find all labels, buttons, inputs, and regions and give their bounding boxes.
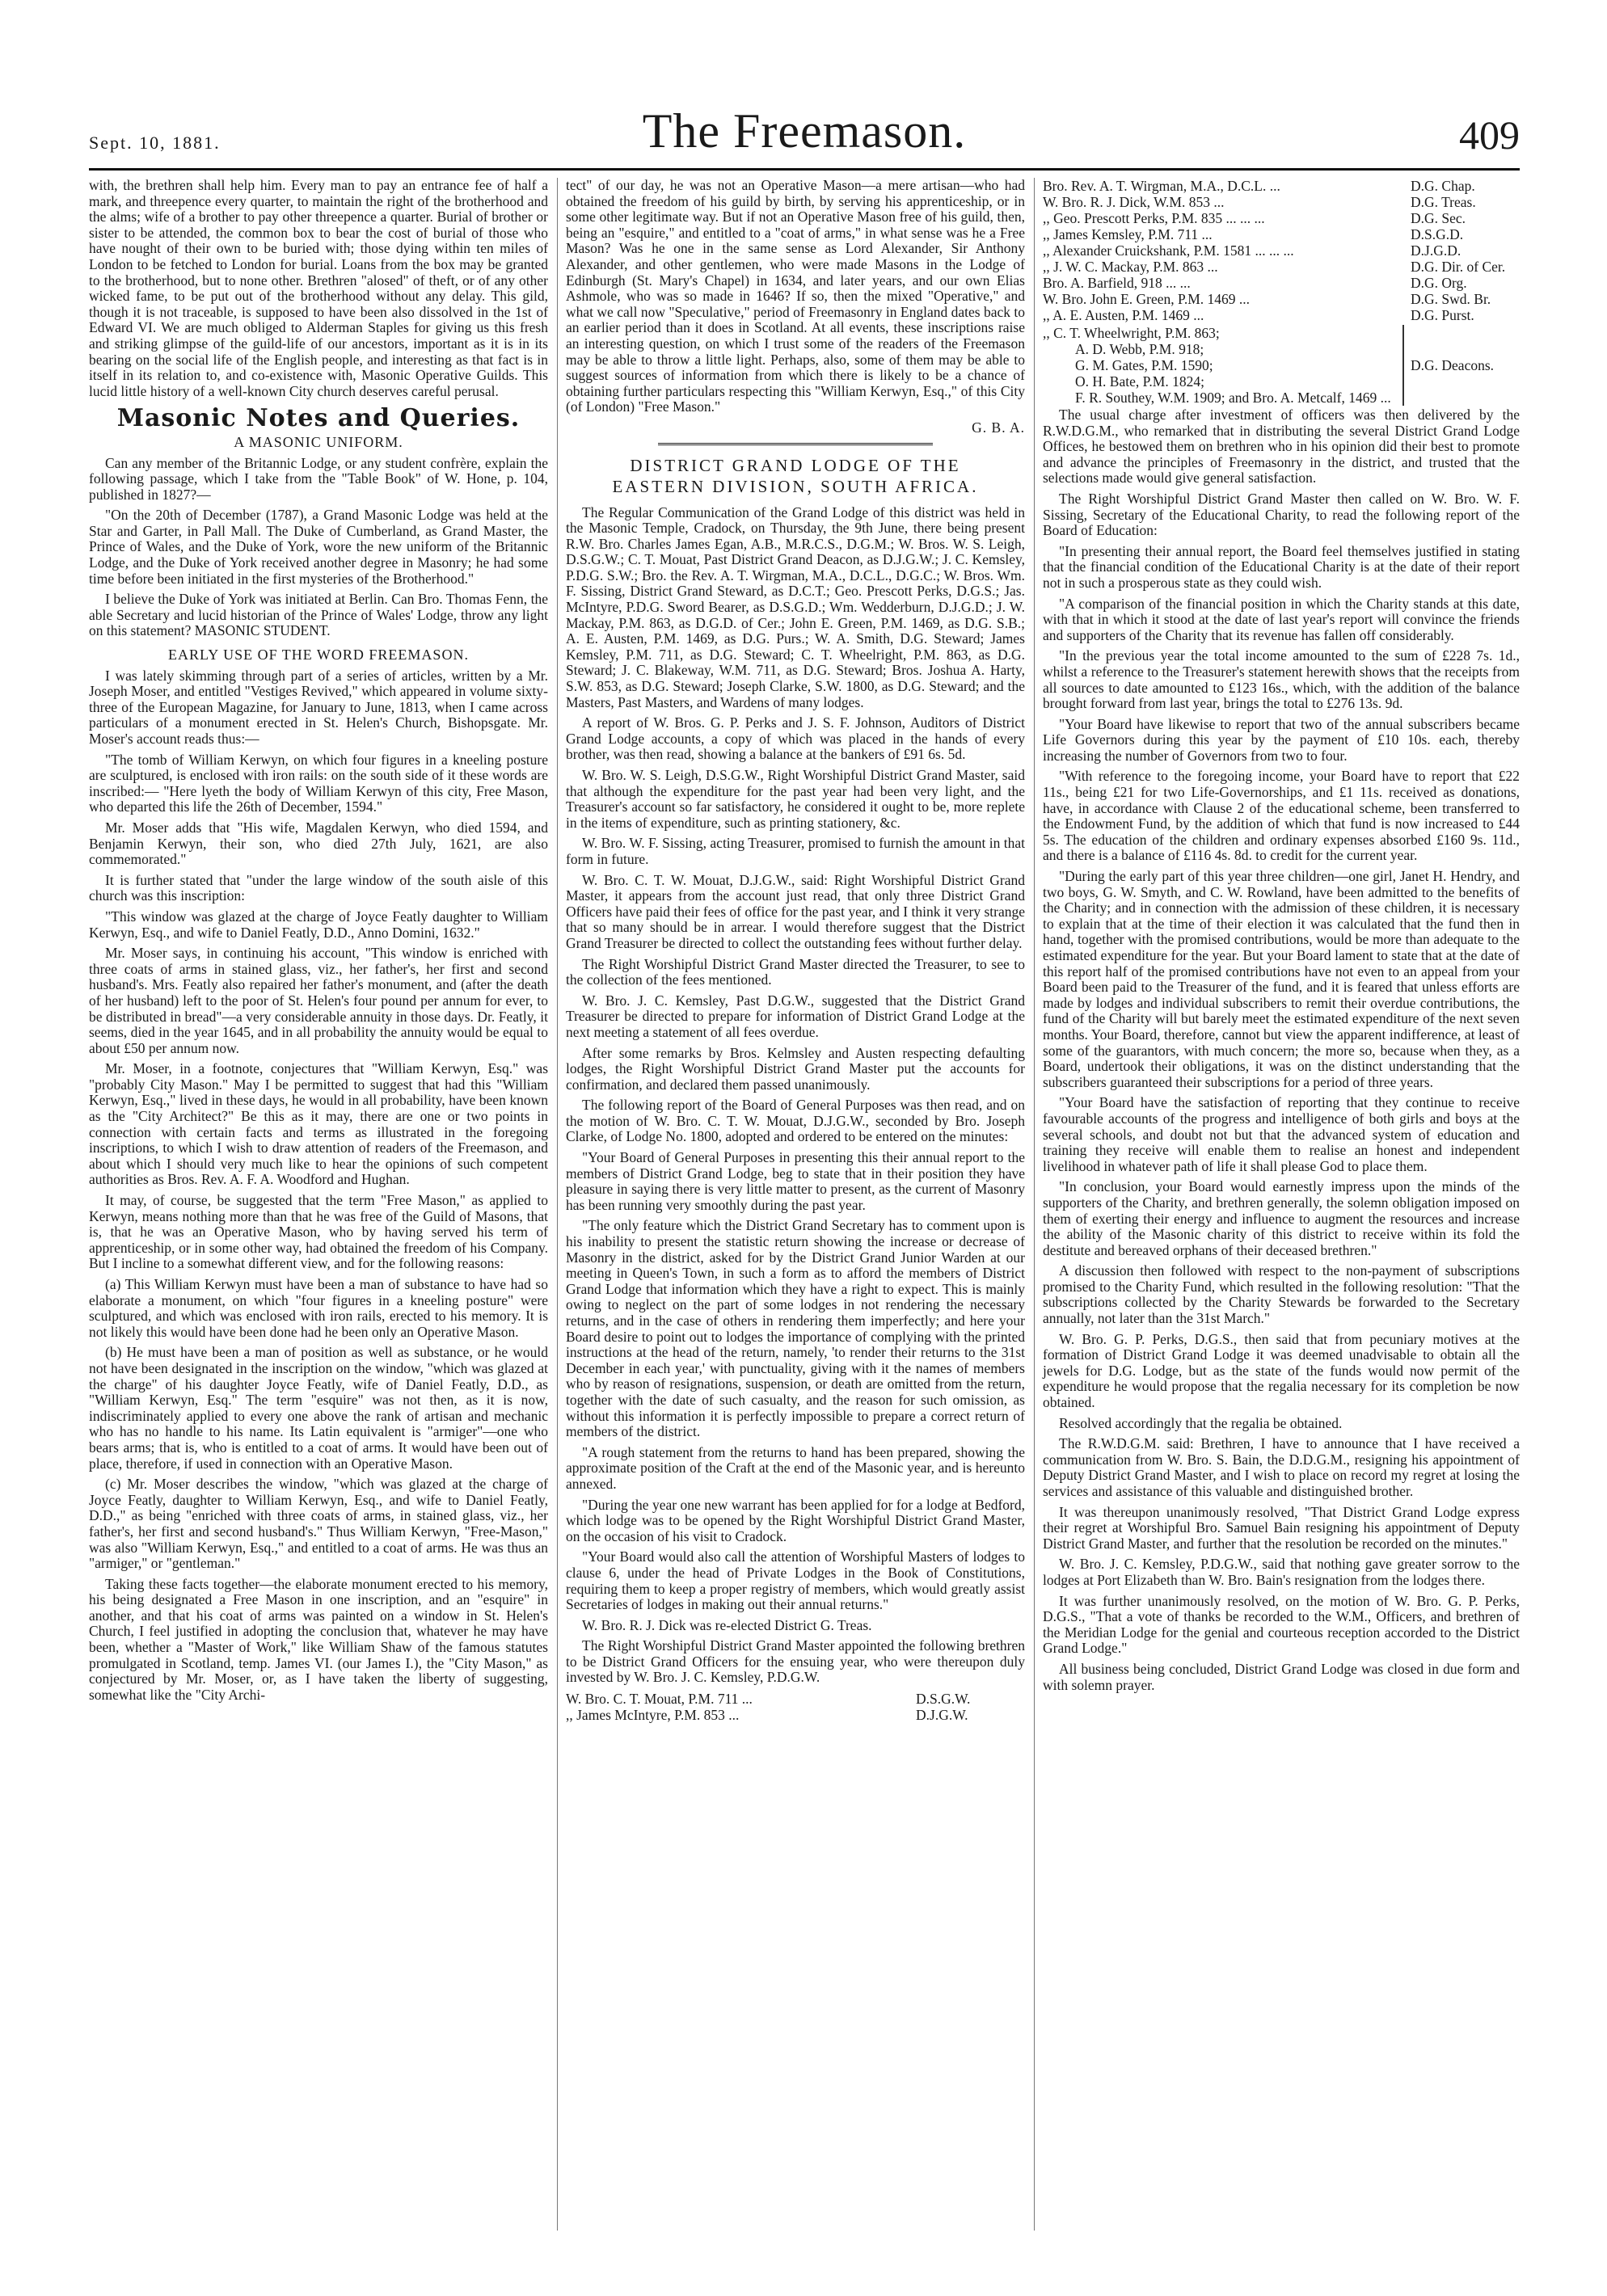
article-paragraph: "The tomb of William Kerwyn, on which four figures in a kneeling posture are sculptured, is enclosed with iron rails: on the south side of it these words are inscribed:— "Here lyeth the body of William Kerwyn of this city, Free Mason, who departed this life the 26th of December, 1594.": [89, 751, 548, 815]
officer-office: D.J.G.D.: [1411, 242, 1461, 259]
deacon-name: ,, C. T. Wheelwright, P.M. 863;: [1043, 325, 1220, 341]
article-paragraph: Mr. Moser, in a footnote, conjectures that "William Kerwyn, Esq." was "probably City Mason." May I be permitted to suggest that had this "William Kerwyn, Esq.," lived in these days, he would in all probability, have been known as the "City Architect?" Be this as it may, there are one or two points in connection with certain facts and terms as illustrated in the foregoing inscriptions, to which I wish to draw attention of readers of the Freemason, and about which I should very much like to hear the opinions of such competent authorities as Bros. Rev. A. F. A. Woodford and Hughan.: [89, 1060, 548, 1188]
officer-name: ,, James Kemsley, P.M. 711 ...: [1043, 226, 1213, 242]
article-paragraph: "On the 20th of December (1787), a Grand Masonic Lodge was held at the Star and Garter, in Pall Mall. The Duke of Cumberland, as Grand Master, the Prince of Wales, and the Duke of York, wore the new uniform of the Britannic Lodge, and the Duke of York received another degree in Masonry; he had some time before been initiated in the first mysteries of the Brotherhood.": [89, 507, 548, 587]
article-paragraph: Can any member of the Britannic Lodge, or any student confrère, explain the following passage, which I take from the "Table Book" of W. Hone, p. 104, published in 1827?—: [89, 454, 548, 503]
column-divider: [557, 178, 558, 2231]
article-paragraph: "Your Board would also call the attention of Worshipful Masters of lodges to clause 6, under the head of Private Lodges in the Book of Constitutions, requiring them to keep a proper registry of members, which would greatly assist Secretaries of lodges in making out their annual returns.": [566, 1548, 1025, 1613]
officer-name: ,, A. E. Austen, P.M. 1469 ...: [1043, 307, 1204, 323]
article-paragraph: tect" of our day, he was not an Operative Mason—a mere artisan—who had obtained the freedom of his guild by birth, by serving his apprenticeship, or in some other legitimate way. But if not an Operative Mason free of his guild, then, being an "esquire," and entitled to a "coat of arms," in what sense was he a Free Mason? Was he one in the same sense as Lord Alexander, Sir Anthony Alexander, and other gentlemen, who were made Masons in the Lodge of Edinburgh (St. Mary's Chapel) in 1634, and later years, and our own Elias Ashmole, who was so made in 1646? If so, then the mixed "Operative," and what we call now "Speculative," period of Freemasonry in England dates back to an earlier period than it does in Scotland. At all events, these inscriptions raise an interesting question, on which I trust some of the readers of the Freemason may be able to throw a little light. Perhaps, also, some of them may be able to suggest sources of information from which there is likely to be a chance of obtaining further particulars respecting this "William Kerwyn, Esq.," of this City (of London) "Free Mason.": [566, 177, 1025, 415]
article-paragraph: "During the early part of this year three children—one girl, Janet H. Hendry, and two boys, G. W. Smyth, and C. W. Rowland, have been admitted to the benefits of the Charity; and in connection with the admission of these children, it is necessary to explain that at the time of their election it was calculated that the fund then in hand, together with the promised contributions, would be more than adequate to the estimated expenditure for the year. But your Board lament to state that at the date of this report half of the promised contributions have not even to an appeal from your Board been paid to the Treasurer of the fund, and it is feared that unless efforts are made by lodges and individual subscribers to remit their overdue contributions, the fund of the Charity will but barely meet the estimated expenditure of the next seven months. Your Board, therefore, cannot but view the apparent indifference, at least of some of the guarantors, with much concern; the more so, because when they, as a Board, undertook their obligations, it was on the distinct understanding that the subscribers guaranteed their subscriptions for a period of three years.: [1043, 868, 1520, 1090]
article-paragraph: "This window was glazed at the charge of Joyce Featly daughter to William Kerwyn, Esq., and wife to Daniel Featly, D.D., Anno Domini, 1632.": [89, 908, 548, 941]
article-paragraph: Resolved accordingly that the regalia be obtained.: [1059, 1414, 1343, 1431]
officer-row: [1043, 210, 1520, 226]
issue-date: Sept. 10, 1881.: [89, 133, 221, 153]
officer-name: ,, J. W. C. Mackay, P.M. 863 ...: [1043, 259, 1218, 275]
section-title: Masonic Notes and Queries.: [116, 404, 521, 433]
officer-office: D.S.G.D.: [1411, 226, 1464, 242]
officer-row: [1043, 259, 1520, 275]
masthead-rule: [89, 168, 1520, 171]
page-number: 409: [1459, 112, 1520, 158]
article-paragraph: The Regular Communication of the Grand Lodge of this district was held in the Masonic Temple, Cradock, on Thursday, the 9th June, there being present R.W. Bro. Charles James Egan, A.B., M.R.C.S., D.G.M.; W. Bros. W. S. Leigh, D.S.G.W.; C. T. Mouat, Past District Grand Deacon, as D.J.G.W.; J. C. Kemsley, P.D.G. S.W.; Bro. the Rev. A. T. Wirgman, M.A., D.C.L., D.G.C.; W. Bros. Wm. F. Sissing, District Grand Steward, as D.C.T.; Geo. Prescott Perks, D.G.S.; Jas. McIntyre, P.D.G. Sword Bearer, as D.S.G.D.; Wm. Wedderburn, D.J.G.D.; J. W. Mackay, P.M. 863, as D.G.D. of Cer.; John E. Green, P.M. 1469, as D.G. S.B.; A. E. Austen, P.M. 1469, as D.G. Purs.; W. A. Smith, D.G. Steward; James Kemsley, P.M. 711, as D.G. Steward; C. T. Wheelright, P.M. 863, as D.G. Steward; J. C. Blakeway, W.M. 711, as D.G. Steward; Bros. Joshua A. Harty, S.W. 853, as D.G. Steward; Joseph Clarke, S.W. 1800, as D.G. Steward; and the Masters, Past Masters, and Wardens of many lodges.: [566, 503, 1025, 710]
officer-list: [1043, 178, 1520, 406]
article-paragraph: All business being concluded, District Grand Lodge was closed in due form and with solemn prayer.: [1043, 1660, 1520, 1693]
article-paragraph: "A rough statement from the returns to hand has been prepared, showing the approximate position of the Craft at the end of the Masonic year, and is hereunto annexed.: [566, 1443, 1025, 1492]
officer-row: [566, 1691, 1025, 1707]
officer-name: W. Bro. R. J. Dick, W.M. 853 ...: [1043, 194, 1225, 210]
article-paragraph: W. Bro. C. T. W. Mouat, D.J.G.W., said: Right Worshipful District Grand Master, it appears from the account just read, that only three District Grand Officers have paid their fees of office for the past year, and I think it very strange that so many should be in arrear. I would therefore suggest that the District Grand Treasurer be directed to collect the outstanding fees without further delay.: [566, 871, 1025, 951]
article-heading: EARLY USE OF THE WORD FREEMASON.: [168, 647, 469, 664]
article-heading-line: EASTERN DIVISION, SOUTH AFRICA.: [612, 476, 979, 496]
article-paragraph: W. Bro. G. P. Perks, D.G.S., then said that from pecuniary motives at the formation of District Grand Lodge it was deemed unadvisable to obtain all the jewels for D.G. Lodge, but as the state of the funds would now permit of the expenditure he would propose that the regalia necessary for its completion be now obtained.: [1043, 1330, 1520, 1411]
article-paragraph: W. Bro. J. C. Kemsley, Past D.G.W., suggested that the District Grand Treasurer be directed to prepare for information of District Grand Lodge at the next meeting a statement of all fees overdue.: [566, 992, 1025, 1040]
article-paragraph: W. Bro. J. C. Kemsley, P.D.G.W., said that nothing gave greater sorrow to the lodges at Port Elizabeth than W. Bro. Bain's resignation from the lodges there.: [1043, 1556, 1520, 1588]
officer-row: [1043, 291, 1520, 307]
article-paragraph: The R.W.D.G.M. said: Brethren, I have to announce that I have received a communication from W. Bro. S. Bain, the D.D.G.M., resigning his appointment of Deputy District Grand Master, and I wish to place on record my regret at losing the services and assistance of this valuable and distinguished brother.: [1043, 1435, 1520, 1499]
article-paragraph: It is further stated that "under the large window of the south aisle of this church was this inscription:: [89, 871, 548, 904]
officer-name: Bro. Rev. A. T. Wirgman, M.A., D.C.L. ...: [1043, 178, 1280, 194]
deacon-name: G. M. Gates, P.M. 1590;: [1075, 357, 1213, 373]
deacon-names: [1043, 325, 1404, 406]
article-paragraph: "With reference to the foregoing income, your Board have to report that £22 11s., being £21 for two Life-Governorships, and £1 11s. received as donations, have, in accordance with Clause 2 of the educational scheme, been transferred to the Endowment Fund, by the addition of which that fund is now increased to £44 5s. The education of the children and ordinary expenses absorbed £160 9s. 11d., and there is a balance of £116 4s. 8d. to credit for the current year.: [1043, 768, 1520, 864]
officer-office: D.J.G.W.: [916, 1707, 968, 1724]
deacons-office: D.G. Deacons.: [1411, 357, 1495, 373]
deacon-name: O. H. Bate, P.M. 1824;: [1075, 373, 1204, 390]
article-paragraph: "Your Board of General Purposes in presenting this their annual report to the members of District Grand Lodge, beg to state that in their position they have pleasure in saying there is very little matter to present, as the current of Masonry has been running very smoothly during the past year.: [566, 1149, 1025, 1213]
article-paragraph: (b) He must have been a man of position as well as substance, or he would not have been designated in the inscription on the window, "which was glazed at the charge" of his daughter Joyce Featly, wife of Daniel Featly, D.D., as "William Kerwyn, Esq." The term "esquire" was not then, as it is now, indiscriminately applied to every one above the rank of artisan and mechanic who has no handle to his name. Its Latin equivalent is "armiger"—one who bears arms; that is, who is entitled to a coat of arms. It would have been out of place, therefore, if used in connection with an Operative Mason.: [89, 1344, 548, 1472]
officer-row: [566, 1707, 1025, 1723]
article-paragraph: (c) Mr. Moser describes the window, "which was glazed at the charge of Joyce Featly, daughter to William Kerwyn, Esq., and wife to Daniel Featly, D.D.," as being "enriched with three coats of arms, in stained glass, viz., her father's, her first and second husband's." Thus William Kerwyn, "Free-Mason," was also "William Kerwyn, Esq.," and entitled to a coat of arms. He was thus an "armiger," or "gentleman.": [89, 1476, 548, 1572]
officer-office: D.G. Dir. of Cer.: [1411, 259, 1506, 275]
article-paragraph: "During the year one new warrant has been applied for for a lodge at Bedford, which lodge was to be opened by the Right Worshipful District Grand Master, on the occasion of his visit to Cradock.: [566, 1496, 1025, 1544]
officer-list: [566, 1691, 1025, 1723]
article-paragraph: "The only feature which the District Grand Secretary has to comment upon is his inability to present the statistic return showing the increase or decrease of Masonry in the district, asked for by the District Grand Junior Warden at our meeting in Queen's Town, in such a form as to afford the members of District Grand Lodge that information which they have a right to expect. This is mainly owing to neglect on the part of some lodges in not rendering the necessary returns, and in the case of others in rendering them imperfectly; and here your Board desire to point out to lodges the importance of complying with the printed instructions at the head of the return, namely, 'to render their returns to the 31st December in each year,' with punctuality, giving with it the names of members who by reason of resignations, suspension, or death are omitted from the return, together with the date of such casualty, and the reason for such omission, as without this information it is perfectly impossible to prepare a correct return of members of the district.: [566, 1217, 1025, 1440]
author-signature: G. B. A.: [972, 419, 1025, 436]
officer-row: [1043, 178, 1520, 194]
column-3: [1043, 178, 1520, 1698]
article-paragraph: with, the brethren shall help him. Every man to pay an entrance fee of half a mark, and threepence every quarter, to maintain the right of the brotherhood and the alms; wife of a brother to pay other threepence a quarter. Burial of brother or sister to be attended, the common box to bear the cost of burial of those who have nought of their own to be buried with; those dying within ten miles of London to be fetched to London for burial. Loans from the box may be granted to the brotherhood, but to none other. Brethren "alosed" of theft, or of any other wicked fame, to be put out of the brotherhood without any delay. This gild, though it is not traceable, is supposed to have been also dissolved in the 1st of Edward VI. We are much obliged to Alderman Staples for giving us this fresh and striking glimpse of the guild-life of our ancestors, important as it is in its bearing on the social life of the English people, and interesting as that fact is in itself in its relation to, and co-existence with, Masonic Operative Guilds. This lucid little history of a well-known City church deserves careful perusal.: [89, 177, 548, 399]
article-paragraph: The Right Worshipful District Grand Master appointed the following brethren to be District Grand Officers for the ensuing year, who were thereupon duly invested by W. Bro. J. C. Kemsley, P.D.G.W.: [566, 1637, 1025, 1686]
column-divider: [1034, 178, 1035, 2231]
column-1: [89, 178, 548, 1708]
officer-row: [1043, 275, 1520, 291]
article-paragraph: W. Bro. R. J. Dick was re-elected District G. Treas.: [582, 1616, 872, 1633]
officer-name: ,, Alexander Cruickshank, P.M. 1581 ... ... ...: [1043, 242, 1294, 259]
officer-name: ,, Geo. Prescott Perks, P.M. 835 ... ... ...: [1043, 210, 1265, 226]
article-paragraph: Mr. Moser adds that "His wife, Magdalen Kerwyn, who died 1594, and Benjamin Kerwyn, their son, who died 27th July, 1621, are also commemorated.": [89, 819, 548, 868]
article-paragraph: "A comparison of the financial position in which the Charity stands at this date, with that in which it stood at the date of last year's report will convince the friends and supporters of the Charity that its revenue has fallen off considerably.: [1043, 595, 1520, 643]
article-paragraph: "In the previous year the total income amounted to the sum of £228 7s. 1d., whilst a reference to the Treasurer's statement herewith shows that the receipts from all sources to date amounted to £123 16s., which, with the addition of the balance brought forward from last year, brings the total to £276 13s. 9d.: [1043, 647, 1520, 712]
officer-office: D.G. Chap.: [1411, 178, 1475, 194]
officer-name: W. Bro. John E. Green, P.M. 1469 ...: [1043, 291, 1251, 307]
deacon-name: A. D. Webb, P.M. 918;: [1075, 341, 1204, 357]
officer-office: D.G. Treas.: [1411, 194, 1476, 210]
article-paragraph: Mr. Moser says, in continuing his account, "This window is enriched with three coats of arms in stained glass, viz., her father's, her first and second husband's. Mrs. Featly also repaired her father's monument, and (after the death of her husband) left to the poor of St. Helen's four pound per annum for ever, to be distributed in bread"—a very considerable annuity in those days. Dr. Featly, it seems, died in the year 1645, and in all probability the annuity would be equal to about £50 per annum now.: [89, 945, 548, 1056]
article-paragraph: W. Bro. W. F. Sissing, acting Treasurer, promised to furnish the amount in that form in future.: [566, 835, 1025, 867]
officer-name: W. Bro. C. T. Mouat, P.M. 711 ...: [566, 1691, 753, 1708]
article-paragraph: "Your Board have the satisfaction of reporting that they continue to receive favourable accounts of the progress and intelligence of both girls and boys at the several schools, and doubt not but that the advanced system of education and training they receive will enable them to realise an honest and independent livelihood in whatever path of life it shall please God to place them.: [1043, 1094, 1520, 1174]
deacons-group: [1043, 325, 1520, 406]
article-paragraph: The following report of the Board of General Purposes was then read, and on the motion of W. Bro. C. T. W. Mouat, D.J.G.W., seconded by Bro. Joseph Clarke, of Lodge No. 1800, adopted and ordered to be entered on the minutes:: [566, 1097, 1025, 1145]
article-paragraph: The Right Worshipful District Grand Master then called on W. Bro. W. F. Sissing, Secretary of the Educational Charity, to read the following report of the Board of Education:: [1043, 490, 1520, 539]
officer-office: D.G. Org.: [1411, 275, 1467, 291]
officer-name: Bro. A. Barfield, 918 ... ...: [1043, 275, 1191, 291]
article-paragraph: Taking these facts together—the elaborate monument erected to his memory, his being designated a Free Mason in one inscription, and an "esquire" in another, and that his coat of arms was painted on a window in St. Helen's Church, I feel justified in adopting the conclusion that, whatever he may have been, whether a "Master of Work," like William Shaw of the famous statutes promulgated in Scotland, temp. James VI. (our James I.), the "City Mason," as conjectured by Mr. Moser, or, as I have taken the liberty of suggesting, somewhat like the "City Archi-: [89, 1575, 548, 1703]
officer-row: [1043, 307, 1520, 323]
officer-office: D.G. Purst.: [1411, 307, 1474, 323]
article-heading: [566, 455, 1025, 497]
column-2: [566, 178, 1025, 1723]
article-paragraph: The usual charge after investment of officers was then delivered by the R.W.D.G.M., who remarked that in distributing the several District Grand Lodge Offices, he bestowed them on brethren who in his opinion did their best to promote and advance the principles of Freemasonry in the district, and trusted that the selections made would give general satisfaction.: [1043, 407, 1520, 487]
article-heading: A MASONIC UNIFORM.: [234, 433, 403, 450]
masthead: [89, 103, 1520, 160]
officer-office: D.G. Swd. Br.: [1411, 291, 1491, 307]
section-rule: [658, 443, 934, 445]
article-paragraph: W. Bro. W. S. Leigh, D.S.G.W., Right Worshipful District Grand Master, said that although the expenditure for the past year had been very light, and the Treasurer's account so far satisfactory, he considered it ought to be, more replete in the items of expenditure, such as printing stationery, &c.: [566, 767, 1025, 831]
officer-office: D.S.G.W.: [916, 1691, 971, 1708]
article-paragraph: I was lately skimming through part of a series of articles, written by a Mr. Joseph Moser, and entitled "Vestiges Revived," which appeared in volume sixty-three of the European Magazine, for January to June, 1813, when I came across particulars of a monument erected in St. Helen's Church, Bishopsgate. Mr. Moser's account reads thus:—: [89, 667, 548, 747]
article-paragraph: "Your Board have likewise to report that two of the annual subscribers became Life Governors during this year by the payment of £10 10s. each, thereby increasing the number of Governors from two to four.: [1043, 715, 1520, 764]
article-paragraph: After some remarks by Bros. Kelmsley and Austen respecting defaulting lodges, the Right Worshipful District Grand Master put the accounts for confirmation, and declared them passed unanimously.: [566, 1044, 1025, 1093]
article-paragraph: (a) This William Kerwyn must have been a man of substance to have had so elaborate a monument, on which "four figures in a kneeling posture" were sculptured, and which was enclosed with iron rails, erected to his memory. It is not likely this would have been done had he been only an Operative Mason.: [89, 1276, 548, 1340]
article-paragraph: It may, of course, be suggested that the term "Free Mason," as applied to Kerwyn, means nothing more than that he was free of the Guild of Masons, that is, that he was an Operative Mason, who by having served his term of apprenticeship, or in some other way, had obtained the freedom of his Company. But I incline to a somewhat different view, and for the following reasons:: [89, 1192, 548, 1272]
article-paragraph: "In presenting their annual report, the Board feel themselves justified in stating that the financial condition of the Educational Charity is at the date of their report not in such a prosperous state as they could wish.: [1043, 542, 1520, 591]
article-paragraph: It was thereupon unanimously resolved, "That District Grand Lodge express their regret at Worshipful Bro. Samuel Bain resigning his appointment of Deputy District Grand Master, and further that the resolution be recorded on the minutes.": [1043, 1503, 1520, 1552]
officer-name: ,, James McIntyre, P.M. 853 ...: [566, 1707, 740, 1724]
article-paragraph: "In conclusion, your Board would earnestly impress upon the minds of the supporters of the Charity, and brethren generally, the solemn obligation imposed on them of exerting their energy and influence to augment the resources and increase the ability of the Masonic charity of this district to receive within its fold the destitute and bereaved orphans of their deceased brethren.": [1043, 1178, 1520, 1258]
officer-row: [1043, 242, 1520, 259]
article-paragraph: I believe the Duke of York was initiated at Berlin. Can Bro. Thomas Fenn, the able Secretary and lucid historian of the Prince of Wales' Lodge, throw any light on this statement? MASONIC STUDENT.: [89, 591, 548, 639]
officer-office: D.G. Sec.: [1411, 210, 1466, 226]
officer-row: [1043, 194, 1520, 210]
article-paragraph: A report of W. Bros. G. P. Perks and J. S. F. Johnson, Auditors of District Grand Lodge accounts, a copy of which was placed in the hands of every brother, was then read, showing a balance at the bankers of £91 6s. 5d.: [566, 714, 1025, 763]
publication-title: The Freemason.: [642, 104, 967, 158]
article-paragraph: The Right Worshipful District Grand Master directed the Treasurer, to see to the collection of the fees mentioned.: [566, 955, 1025, 988]
officer-row: [1043, 226, 1520, 242]
deacon-name: F. R. Southey, W.M. 1909; and Bro. A. Metcalf, 1469 ...: [1075, 390, 1391, 406]
article-paragraph: A discussion then followed with respect to the non-payment of subscriptions promised to the Charity Fund, which resulted in the following resolution: "That the subscriptions collected by the Charity Stewards be forwarded to the Secretary annually, not later than the 31st March.": [1043, 1262, 1520, 1327]
article-heading-line: DISTRICT GRAND LODGE OF THE: [630, 455, 961, 475]
article-paragraph: It was further unanimously resolved, on the motion of W. Bro. G. P. Perks, D.G.S., "That a vote of thanks be recorded to the W.M., Officers, and brethren of the Meridian Lodge for the genial and courteous reception accorded to the District Grand Lodge.": [1043, 1592, 1520, 1657]
